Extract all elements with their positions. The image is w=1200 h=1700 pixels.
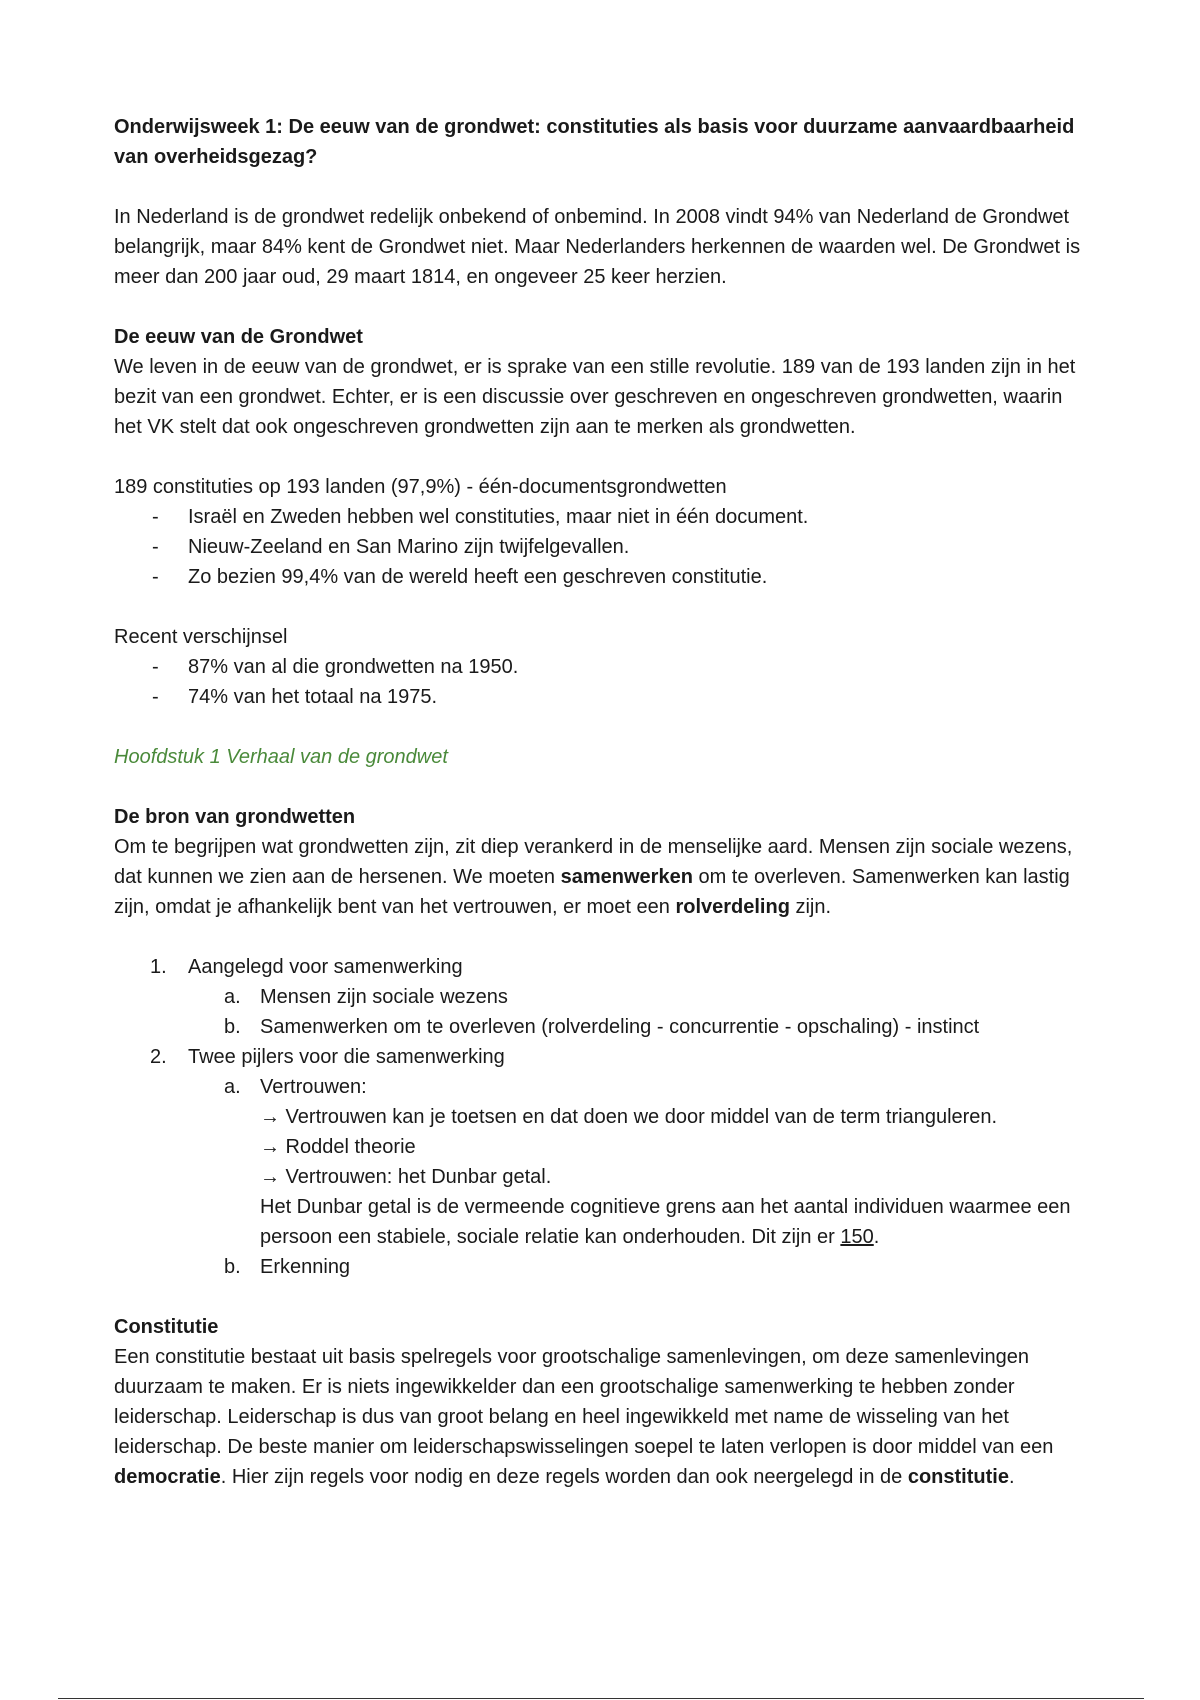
list-item: - Israël en Zweden hebben wel constituties, maar niet in één document. bbox=[114, 502, 1094, 532]
list-item: - Zo bezien 99,4% van de wereld heeft een geschreven constitutie. bbox=[114, 562, 1094, 592]
document-page bbox=[114, 112, 1094, 1522]
dash-marker: - bbox=[152, 686, 159, 708]
list-item: - Nieuw-Zeeland en San Marino zijn twijfelgevallen. bbox=[114, 532, 1094, 562]
recent-lead: Recent verschijnsel bbox=[114, 626, 288, 648]
dash-marker: - bbox=[152, 536, 159, 558]
outline-list bbox=[114, 952, 1094, 1282]
section-paragraph-bron: Om te begrijpen wat grondwetten zijn, zit diep verankerd in de menselijke aard. Mensen zijn sociale wezens, dat kunnen we zien aan de hersenen. We moeten samenwerken om te overleven. Samenwerken kan lastig zijn, omdat je afhankelijk bent van het vertrouwen, er moet een rolverdeling zijn. bbox=[114, 836, 1073, 918]
section-heading-eeuw: De eeuw van de Grondwet bbox=[114, 326, 363, 348]
document-title: Onderwijsweek 1: De eeuw van de grondwet: constituties als basis voor duurzame aanvaardbaarheid van overheidsgezag? bbox=[114, 116, 1075, 168]
stats-lead: 189 constituties op 193 landen (97,9%) - één-documentsgrondwetten bbox=[114, 476, 727, 498]
recent-list bbox=[114, 652, 1094, 712]
section-paragraph-eeuw: We leven in de eeuw van de grondwet, er is sprake van een stille revolutie. 189 van de 193 landen zijn in het bezit van een grondwet. Echter, er is een discussie over geschreven en ongeschreven grondwetten, waarin het VK stelt dat ook ongeschreven grondwetten zijn aan te merken als grondwetten. bbox=[114, 356, 1076, 438]
outline-item-2: 2. Twee pijlers voor die samenwerking a. Vertrouwen: → Vertrouwen kan je toetsen en dat doen we door middel van de term trianguleren. → Roddel theorie → Vertrouwen: het Dunbar getal. Het Dunbar getal is de vermeende cognitieve grens aan het aantal individuen waarmee een persoon een stabiele, sociale relatie kan onderhouden. Dit zijn er 150. b. Erkenning bbox=[114, 1042, 1094, 1282]
outline-sublist-1 bbox=[188, 982, 1094, 1042]
arrow-line: → Vertrouwen: het Dunbar getal. bbox=[260, 1166, 552, 1188]
outline-item-1: 1. Aangelegd voor samenwerking a. Mensen zijn sociale wezens b. Samenwerken om te overleven (rolverdeling - concurrentie - opschaling) - instinct bbox=[114, 952, 1094, 1042]
section-heading-constitutie: Constitutie bbox=[114, 1316, 219, 1338]
dash-marker: - bbox=[152, 566, 159, 588]
stats-list bbox=[114, 502, 1094, 592]
outline-subitem: a. Mensen zijn sociale wezens bbox=[224, 986, 508, 1008]
arrow-line: → Vertrouwen kan je toetsen en dat doen we door middel van de term trianguleren. bbox=[260, 1106, 998, 1128]
outline-subitem: b. Samenwerken om te overleven (rolverdeling - concurrentie - opschaling) - instinct bbox=[224, 1016, 980, 1038]
arrow-line: → Roddel theorie bbox=[260, 1136, 416, 1158]
chapter-heading: Hoofdstuk 1 Verhaal van de grondwet bbox=[114, 746, 448, 768]
intro-paragraph: In Nederland is de grondwet redelijk onbekend of onbemind. In 2008 vindt 94% van Nederland de Grondwet belangrijk, maar 84% kent de Grondwet niet. Maar Nederlanders herkennen de waarden wel. De Grondwet is meer dan 200 jaar oud, 29 maart 1814, en ongeveer 25 keer herzien. bbox=[114, 206, 1081, 288]
outline-subitem: b. Erkenning bbox=[224, 1256, 351, 1278]
list-item: - 87% van al die grondwetten na 1950. bbox=[114, 652, 1094, 682]
dunbar-text: Het Dunbar getal is de vermeende cognitieve grens aan het aantal individuen waarmee een persoon een stabiele, sociale relatie kan onderhouden. Dit zijn er 150. bbox=[260, 1196, 1071, 1248]
section-heading-bron: De bron van grondwetten bbox=[114, 806, 356, 828]
list-item: - 74% van het totaal na 1975. bbox=[114, 682, 1094, 712]
section-paragraph-constitutie: Een constitutie bestaat uit basis spelregels voor grootschalige samenlevingen, om deze samenlevingen duurzaam te maken. Er is niets ingewikkelder dan een grootschalige samenwerking te hebben zonder leiderschap. Leiderschap is dus van groot belang en heel ingewikkeld met name de wisseling van het leiderschap. De beste manier om leiderschapswisselingen soepel te laten verlopen is door middel van een democratie. Hier zijn regels voor nodig en deze regels worden dan ook neergelegd in de constitutie. bbox=[114, 1346, 1054, 1488]
outline-subitem: a. Vertrouwen: → Vertrouwen kan je toetsen en dat doen we door middel van de term trianguleren. → Roddel theorie → Vertrouwen: het Dunbar getal. Het Dunbar getal is de vermeende cognitieve grens aan het aantal individuen waarmee een persoon een stabiele, sociale relatie kan onderhouden. Dit zijn er 150. bbox=[188, 1072, 1094, 1252]
dash-marker: - bbox=[152, 656, 159, 678]
dash-marker: - bbox=[152, 506, 159, 528]
page-bottom-rule bbox=[58, 1698, 1144, 1699]
outline-sublist-2 bbox=[188, 1072, 1094, 1282]
